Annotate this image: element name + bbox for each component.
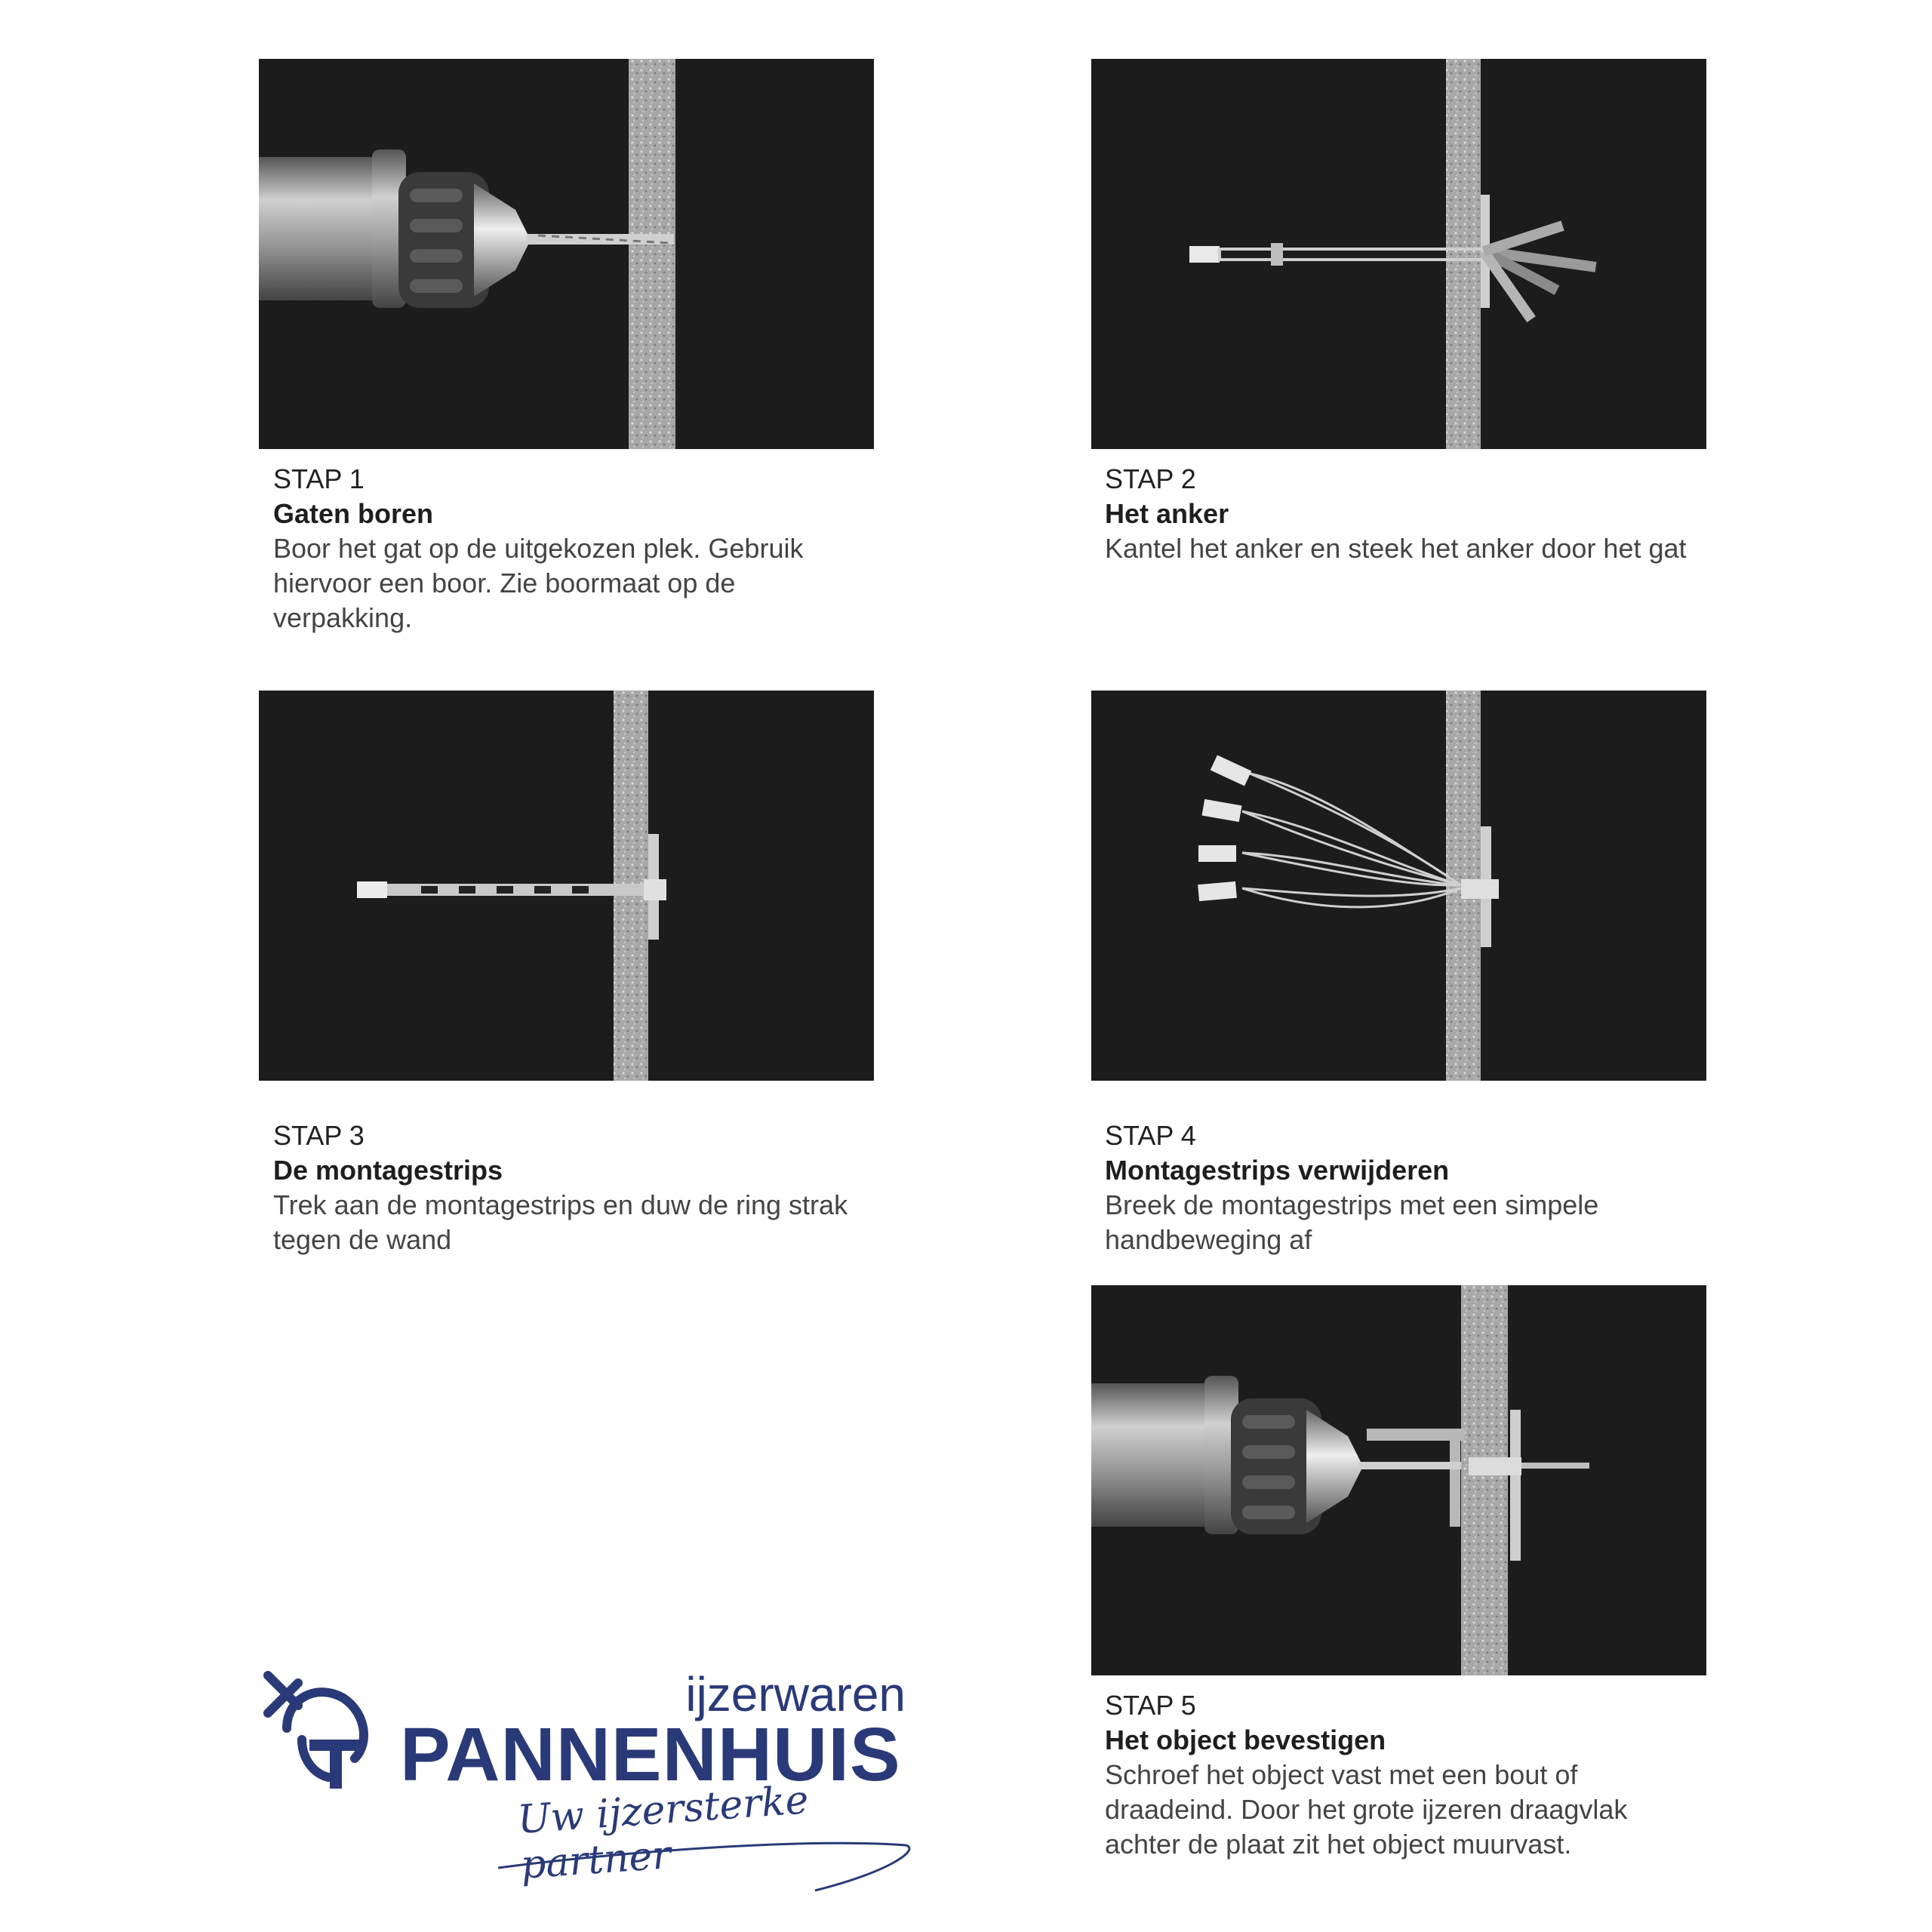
step-title: Montagestrips verwijderen — [1105, 1155, 1450, 1186]
logo-brand-name: PANNENHUIS — [400, 1712, 901, 1797]
step-title: Het object bevestigen — [1105, 1724, 1386, 1755]
step-1-illustration — [259, 59, 874, 449]
step-title: De montagestrips — [273, 1155, 503, 1186]
step-3-caption — [273, 1118, 877, 1257]
step-title: Gaten boren — [273, 498, 434, 529]
step-description: Kantel het anker en steek het anker door het gat — [1105, 533, 1687, 564]
step-number: STAP 5 — [1105, 1690, 1196, 1721]
step-5-illustration — [1091, 1285, 1706, 1675]
step-2-caption — [1105, 462, 1709, 566]
pannenhuis-logo — [257, 1668, 921, 1894]
step-description: Breek de montagestrips met een simpele handbeweging af — [1105, 1189, 1599, 1255]
step-4-caption — [1105, 1118, 1709, 1257]
pannenhuis-logo-mark-icon — [257, 1668, 392, 1789]
step-3-illustration — [259, 691, 874, 1081]
step-5-caption — [1105, 1688, 1709, 1862]
logo-subtitle: ijzerwaren — [685, 1667, 906, 1721]
logo-tagline: Uw ijzersterke partner — [515, 1777, 811, 1888]
step-description: Schroef het object vast met een bout of draadeind. Door het grote ijzeren draagvlak achter de plaat zit het object muurvast. — [1105, 1759, 1628, 1860]
step-1-caption — [273, 462, 877, 635]
step-2-illustration — [1091, 59, 1706, 449]
logo-swoosh — [498, 1834, 921, 1894]
step-number: STAP 4 — [1105, 1120, 1196, 1151]
step-description: Trek aan de montagestrips en duw de ring strak tegen de wand — [273, 1189, 848, 1255]
step-title: Het anker — [1105, 498, 1229, 529]
step-number: STAP 1 — [273, 463, 365, 494]
step-number: STAP 3 — [273, 1120, 365, 1151]
step-description: Boor het gat op de uitgekozen plek. Gebruik hiervoor een boor. Zie boormaat op de verpakking. — [273, 533, 804, 633]
step-number: STAP 2 — [1105, 463, 1196, 494]
step-4-illustration — [1091, 691, 1706, 1081]
